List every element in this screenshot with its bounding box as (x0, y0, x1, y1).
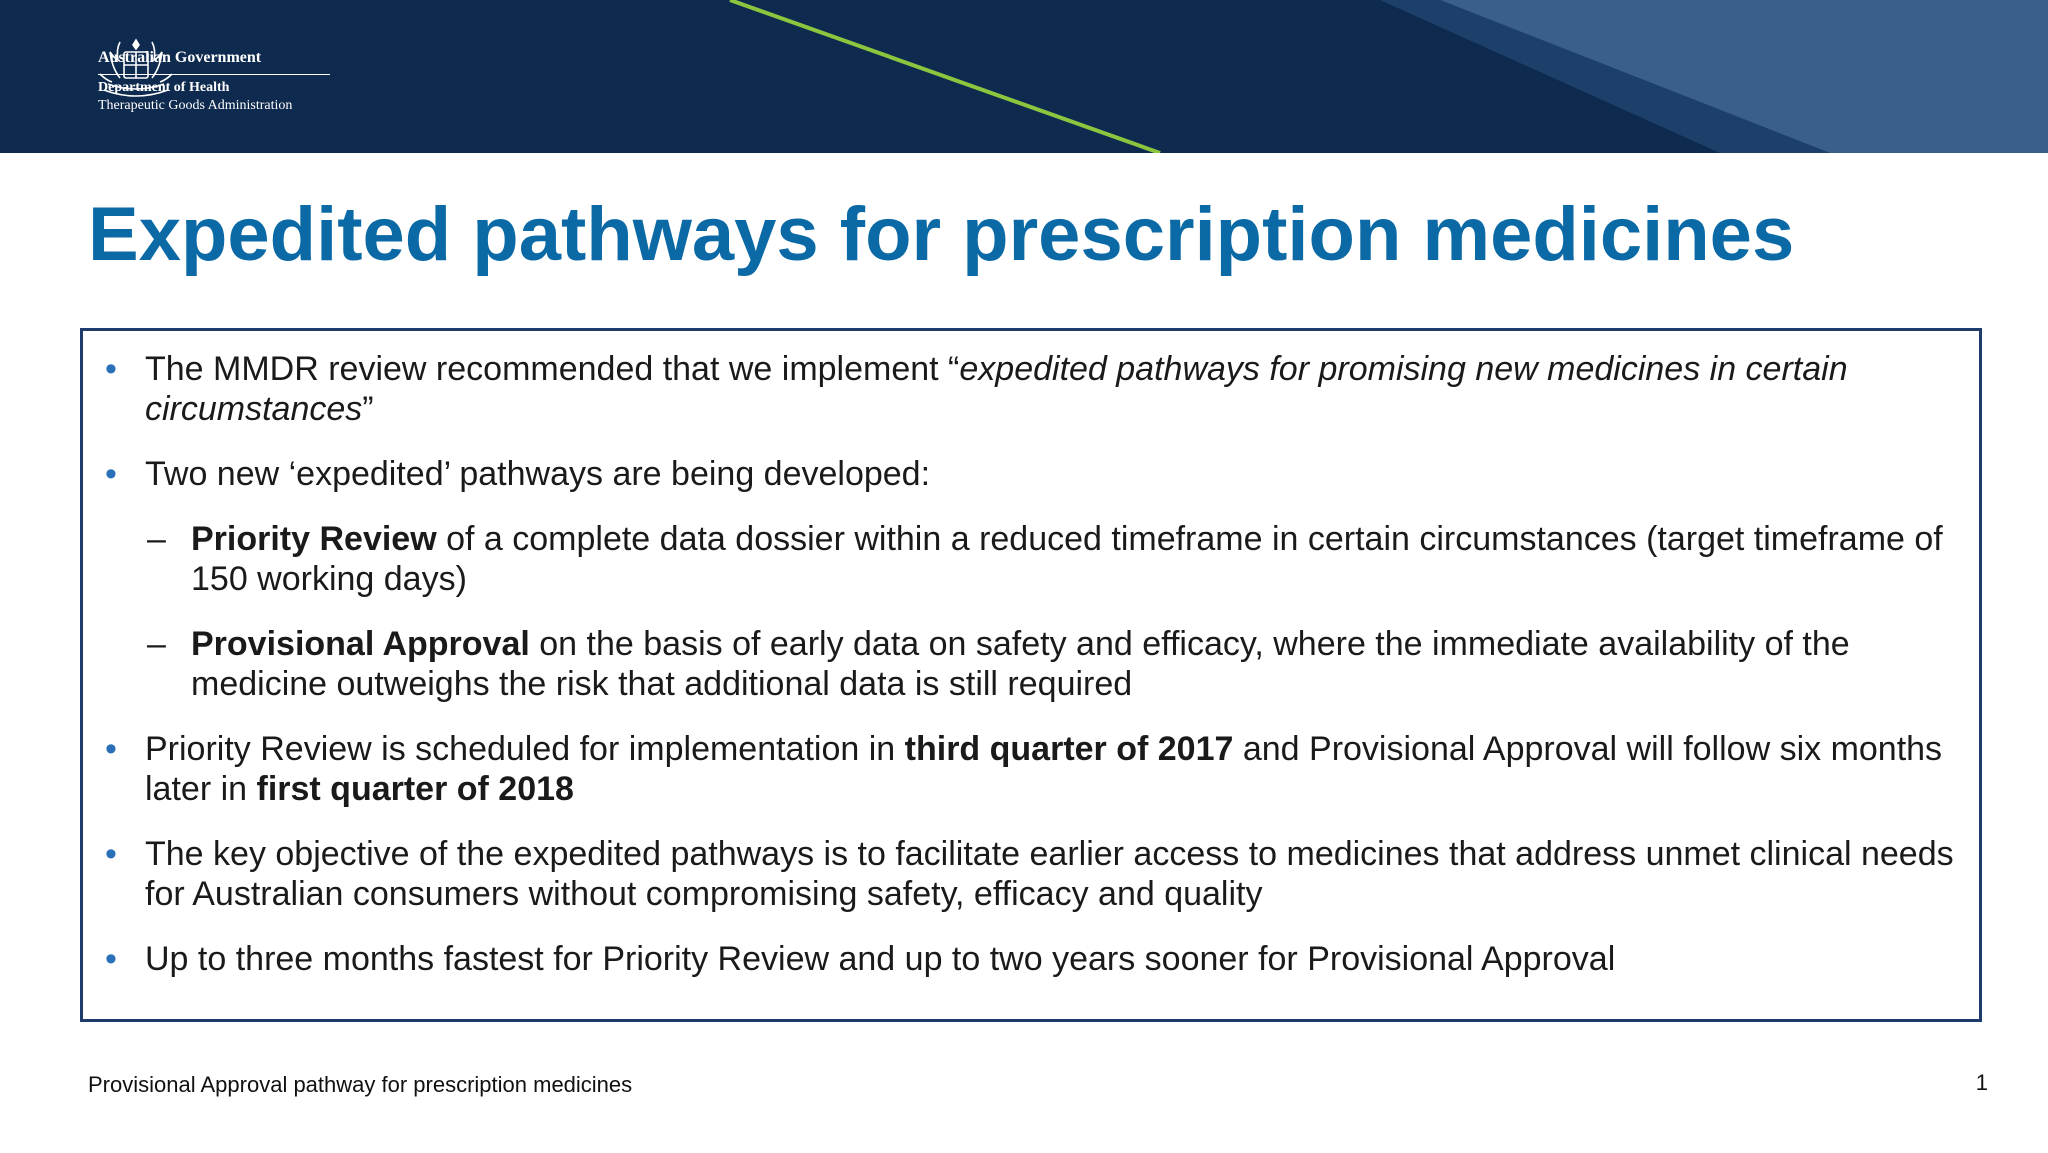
page-number: 1 (1975, 1070, 1988, 1095)
sub-bullet-marker: – (147, 625, 166, 663)
slide-title: Expedited pathways for prescription medicines (88, 192, 1795, 277)
department-name: Department of Health (98, 80, 230, 95)
bullet-item-two-pathways (83, 454, 1979, 494)
government-name: Australian Government (98, 34, 330, 75)
sub-item-text: of a complete data dossier within a reduced timeframe in certain circumstances (target timeframe of 150 working days) (191, 520, 1943, 598)
bullet-marker: • (105, 940, 117, 978)
sub-item-bold: Provisional Approval (191, 625, 530, 663)
bullet-list (83, 349, 1979, 1004)
bullet-text: Two new ‘expedited’ pathways are being developed: (145, 455, 931, 493)
bullet-text: The key objective of the expedited pathways is to facilitate earlier access to medicines that address unmet clinical needs for Australian consumers without compromising safety, efficacy and quality (145, 835, 1954, 913)
bullet-text-mid: and Provisional Approval will follow six months later in (145, 730, 1943, 808)
coat-of-arms-icon (90, 34, 182, 104)
sub-item-text: on the basis of early data on safety and efficacy, where the immediate availability of the medicine outweighs the risk that additional data is still required (191, 625, 1850, 703)
header-banner (0, 0, 2048, 153)
bullet-item-mmdr-review (83, 349, 1979, 429)
bullet-bold-date-2: first quarter of 2018 (256, 770, 574, 808)
bullet-marker: • (105, 730, 117, 768)
agency-name: Therapeutic Goods Administration (98, 98, 293, 113)
bullet-item-schedule (83, 729, 1979, 809)
bullet-marker: • (105, 455, 117, 493)
sub-bullet-marker: – (147, 520, 166, 558)
bullet-marker: • (105, 835, 117, 873)
bullet-marker: • (105, 350, 117, 388)
content-box (80, 328, 1982, 1022)
sub-item-priority-review (83, 519, 1979, 599)
bullet-text: Up to three months fastest for Priority Review and up to two years sooner for Provisional Approval (145, 940, 1616, 978)
bullet-bold-date-1: third quarter of 2017 (904, 730, 1234, 768)
bullet-item-timing (83, 939, 1979, 979)
bullet-text: The MMDR review recommended that we implement “ (145, 350, 960, 388)
sub-item-provisional-approval (83, 624, 1979, 704)
sub-item-bold: Priority Review (191, 520, 437, 558)
bullet-item-objective (83, 834, 1979, 914)
government-logo (90, 34, 330, 124)
footer-caption: Provisional Approval pathway for prescription medicines (88, 1072, 633, 1097)
bullet-quote: expedited pathways for promising new medicines in certain circumstances (145, 350, 1848, 428)
bullet-text: Priority Review is scheduled for implementation in (145, 730, 905, 768)
bullet-text-end: ” (362, 390, 374, 428)
